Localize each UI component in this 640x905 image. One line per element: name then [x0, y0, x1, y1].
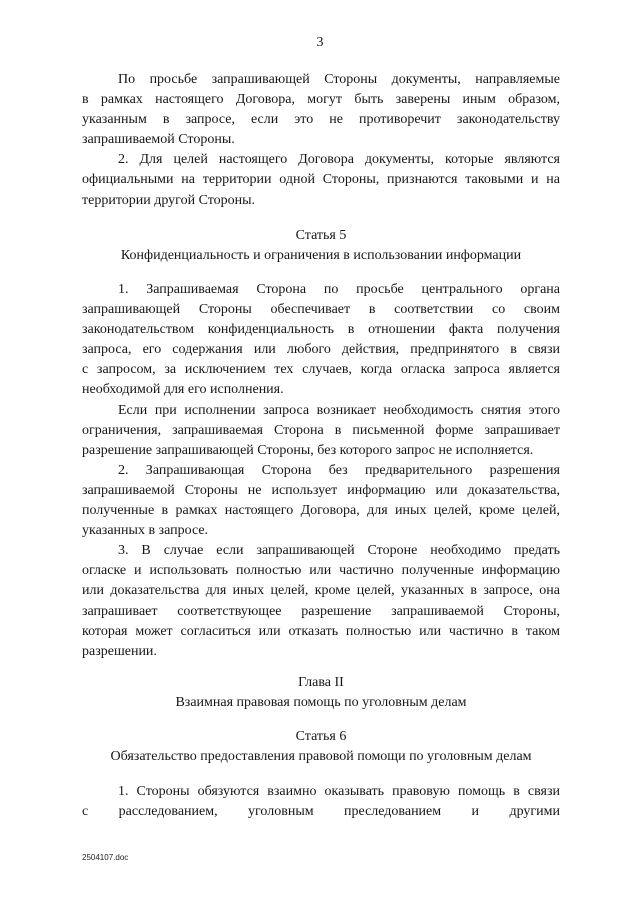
article-4-continuation [82, 70, 560, 211]
paragraph [82, 70, 560, 150]
article-6-heading [82, 727, 560, 767]
text-line: указанных в запросе. [82, 523, 209, 539]
chapter-label: Глава II [298, 675, 344, 690]
article-6-body [82, 782, 560, 822]
text-line: указанным в запросе, если это не противоречит законодательству [82, 112, 560, 128]
paragraph [82, 150, 560, 210]
paragraph [82, 782, 560, 822]
footer-filename: 2504107.doc [82, 853, 129, 862]
text-line: 1. Запрашиваемая Сторона по просьбе центрального органа [118, 282, 560, 297]
text-line: Если при исполнении запроса возникает необходимость снятия этого [118, 402, 560, 418]
text-line: огласке и использовать полностью или частично полученные информацию [82, 563, 560, 579]
text-line: территории другой Стороны. [82, 192, 256, 208]
text-line: запрашивает соответствующее разрешение запрашиваемой Стороны, [82, 603, 560, 619]
text-line: 1. Стороны обязуются взаимно оказывать правовую помощь в связи [118, 784, 560, 799]
text-line: 2. Запрашивающая Сторона без предварительного разрешения [118, 462, 560, 478]
text-line: разрешении. [82, 643, 157, 659]
paragraph [82, 401, 560, 461]
article-5-body [82, 280, 560, 662]
text-line: запроса, его содержания или любого действия, предпринятого в связи [82, 342, 560, 358]
text-line: полученные в рамках настоящего Договора, для иных целей, кроме целей, [82, 503, 560, 519]
text-line: 2. Для целей настоящего Договора документы, которые являются [118, 152, 560, 168]
paragraph [82, 541, 560, 662]
text-line: которая может согласиться или отказать полностью или частично в таком [82, 623, 560, 639]
text-line: в рамках настоящего Договора, могут быть заверены иным образом, [82, 92, 560, 108]
text-line: с расследованием, уголовным преследованием и другими [82, 804, 560, 820]
article-5-heading [82, 226, 560, 266]
text-line: законодательством конфиденциальность в отношении факта получения [82, 322, 560, 338]
article-label: Статья 5 [295, 228, 347, 243]
text-line: запрашивающей Стороны обеспечивает в соответствии со своим [82, 302, 560, 318]
text-line: разрешение запрашивающей Стороны, без которого запрос не исполняется. [82, 442, 534, 458]
paragraph [82, 280, 560, 401]
text-line: с запросом, за исключением тех случаев, когда огласка запроса является [82, 362, 560, 378]
text-line: или доказательства для иных целей, кроме целей, указанных в запросе, она [82, 583, 560, 599]
text-line: 3. В случае если запрашивающей Стороне необходимо предать [118, 543, 560, 559]
text-line: По просьбе запрашивающей Стороны документы, направляемые [118, 72, 560, 87]
chapter-2-heading [82, 673, 560, 713]
chapter-title: Взаимная правовая помощь по уголовным делам [175, 695, 467, 710]
text-line: запрашиваемой Стороны не использует информацию или доказательства, [82, 482, 560, 498]
text-line: необходимой для его исполнения. [82, 382, 284, 398]
text-line: ограничения, запрашиваемая Сторона в письменной форме запрашивает [82, 422, 560, 438]
paragraph [82, 461, 560, 541]
page-number: 3 [316, 35, 324, 50]
text-line: запрашиваемой Стороны. [82, 132, 235, 148]
text-line: официальными на территории одной Стороны, признаются таковыми и на [82, 172, 560, 188]
article-title: Обязательство предоставления правовой помощи по уголовным делам [110, 749, 532, 764]
article-label: Статья 6 [295, 729, 347, 744]
article-title: Конфиденциальность и ограничения в использовании информации [120, 248, 522, 263]
